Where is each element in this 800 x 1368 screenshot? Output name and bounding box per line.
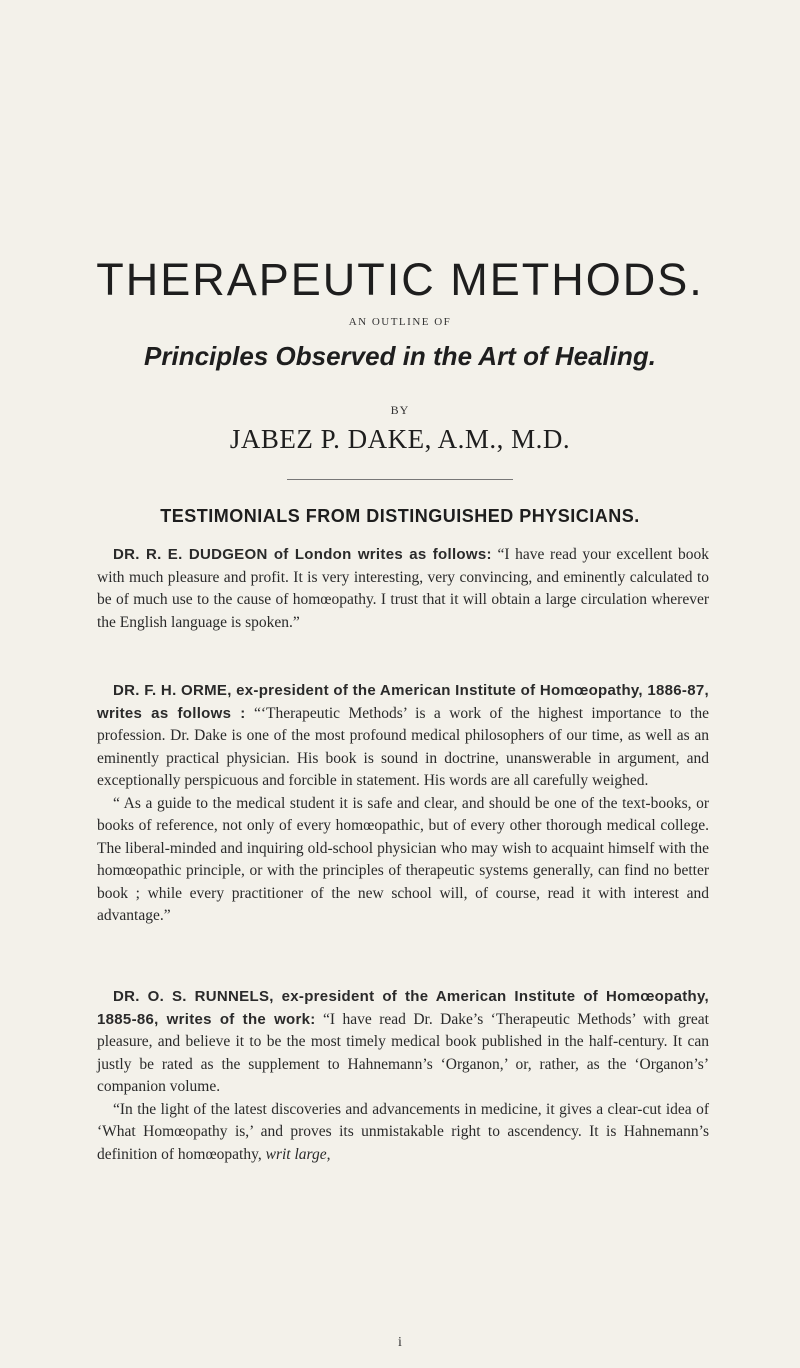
testimonial-intro: DR. O. S. RUNNELS, ex-president of the American Institute of Homœopathy, 1885-86, writes of the work:: [97, 988, 709, 1028]
by-label: BY: [390, 403, 410, 417]
book-subtitle: Principles Observed in the Art of Healing.: [144, 341, 656, 371]
testimonial-paragraph: [97, 544, 709, 634]
italic-phrase: writ large,: [265, 1145, 331, 1163]
testimonial-paragraph: [97, 1099, 709, 1167]
testimonial-paragraph: “ As a guide to the medical student it is safe and clear, and should be one of the text-books, or books of reference, not only of every homœopathic, but of every other thorough medical college. The liberal-minded and inquiring old-school physician who may wish to acquaint himself with the homœopathic principle, or with the principles of therapeutic systems generally, can find no better book ; while every practitioner of the new school will, of course, read it with interest and advantage.”: [97, 794, 709, 924]
testimonial-paragraph: [97, 986, 709, 1099]
testimonial-intro: DR. R. E. DUDGEON of London writes as follows:: [113, 546, 492, 563]
testimonial-runnels: [97, 986, 709, 1166]
testimonial-orme: [97, 680, 709, 928]
testimonial-quote: “In the light of the latest discoveries and advancements in medicine, it gives a clear-cut idea of ‘What Homœopathy is,’ and proves its unmistakable right to ascendency. It is Hahnemann’s definition of homœopathy,: [97, 1100, 709, 1163]
testimonial-quote: “I have read Dr. Dake’s ‘Therapeutic Methods’ with great pleasure, and believe it to be the most timely medical book published in the half-century. It can justly be rated as the supplement to Hahnemann’s ‘Organon,’ or, rather, as the ‘Organon’s’ companion volume.: [97, 1010, 709, 1095]
book-title: THERAPEUTIC METHODS.: [96, 254, 704, 305]
testimonial-dudgeon: [97, 544, 709, 634]
testimonial-paragraph: [97, 680, 709, 793]
testimonial-intro: DR. F. H. ORME, ex-president of the American Institute of Homœopathy, 1886-87, writes as follows :: [97, 682, 709, 722]
divider-rule: [287, 479, 513, 480]
page-number: i: [398, 1335, 402, 1350]
outline-label: AN OUTLINE OF: [348, 316, 452, 328]
testimonial-quote: “I have read your excellent book with much pleasure and profit. It is very interesting, very convincing, and eminently calculated to be of much use to the cause of homœopathy. I trust that it will obtain a large circulation wherever the English language is spoken.”: [97, 546, 709, 631]
author-name: JABEZ P. DAKE, A.M., M.D.: [229, 424, 571, 454]
testimonials-heading: TESTIMONIALS FROM DISTINGUISHED PHYSICIANS.: [160, 506, 640, 526]
testimonial-quote: “‘Therapeutic Methods’ is a work of the highest importance to the profession. Dr. Dake is one of the most profound medical philosophers of our time, as well as an eminently practical physician. His book is sound in doctrine, unanswerable in argument, and exceptionally perspicuous and forcible in statement. His words are all carefully weighed.: [97, 704, 709, 789]
